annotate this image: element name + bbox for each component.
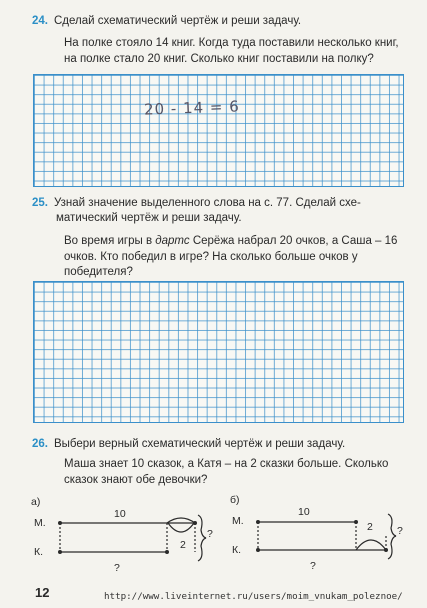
- task-25-problem-italic: дартс: [155, 235, 190, 247]
- diagram-a-top-value: 10: [114, 508, 126, 520]
- diagram-b-label: б): [230, 494, 240, 506]
- task-25-title-line2: матический чертёж и реши задачу.: [56, 212, 242, 224]
- diagram-a-row-m: М.: [34, 517, 46, 529]
- diagram-b-top-value: 10: [298, 506, 310, 518]
- task-25-problem-post: Серёжа набрал 20 очков, а Саша – 16 очков. Кто победил в игре? На сколько больше очков у победителя?: [64, 235, 398, 278]
- task-25-problem-pre: Во время игры в: [64, 235, 156, 247]
- diagram-b-row-k: К.: [232, 544, 242, 556]
- diagram-b-diff-value: 2: [367, 521, 373, 533]
- diagram-a-row-k: К.: [34, 546, 44, 558]
- diagram-a-label: а): [31, 496, 41, 508]
- diagram-b-total-q: ?: [397, 525, 403, 537]
- page-number: 12: [35, 585, 50, 600]
- diagram-a-bottom-q: ?: [114, 562, 120, 574]
- task-26-title: Выбери верный схематический чертёж и реши задачу.: [54, 438, 346, 450]
- task-24-number: 24.: [32, 15, 48, 27]
- diagram-a-diff-value: 2: [180, 539, 186, 551]
- diagram-b-bottom-q: ?: [310, 560, 316, 572]
- task-25-title-line1: Узнай значение выделенного слова на с. 77. Сделай схе-: [54, 197, 361, 209]
- task-24-problem-text: На полке стояло 14 книг. Когда туда поставили несколько книг, на полке стало 20 книг. Сколько книг поставили на полку?: [64, 37, 399, 65]
- task-24-handwritten-answer: 20 - 14 = 6: [143, 97, 241, 119]
- task-25-number: 25.: [32, 197, 48, 209]
- source-url[interactable]: http://www.liveinternet.ru/users/moim_vnukam_poleznoe/: [104, 591, 403, 602]
- diagram-a-total-q: ?: [207, 528, 213, 540]
- diagram-b-row-m: М.: [232, 515, 244, 527]
- task-26-problem-text: Маша знает 10 сказок, а Катя – на 2 сказки больше. Сколько сказок знают обе девочки?: [64, 458, 389, 486]
- task-24-title: Сделай схематический чертёж и реши задачу.: [54, 15, 302, 27]
- task-26-number: 26.: [32, 438, 48, 450]
